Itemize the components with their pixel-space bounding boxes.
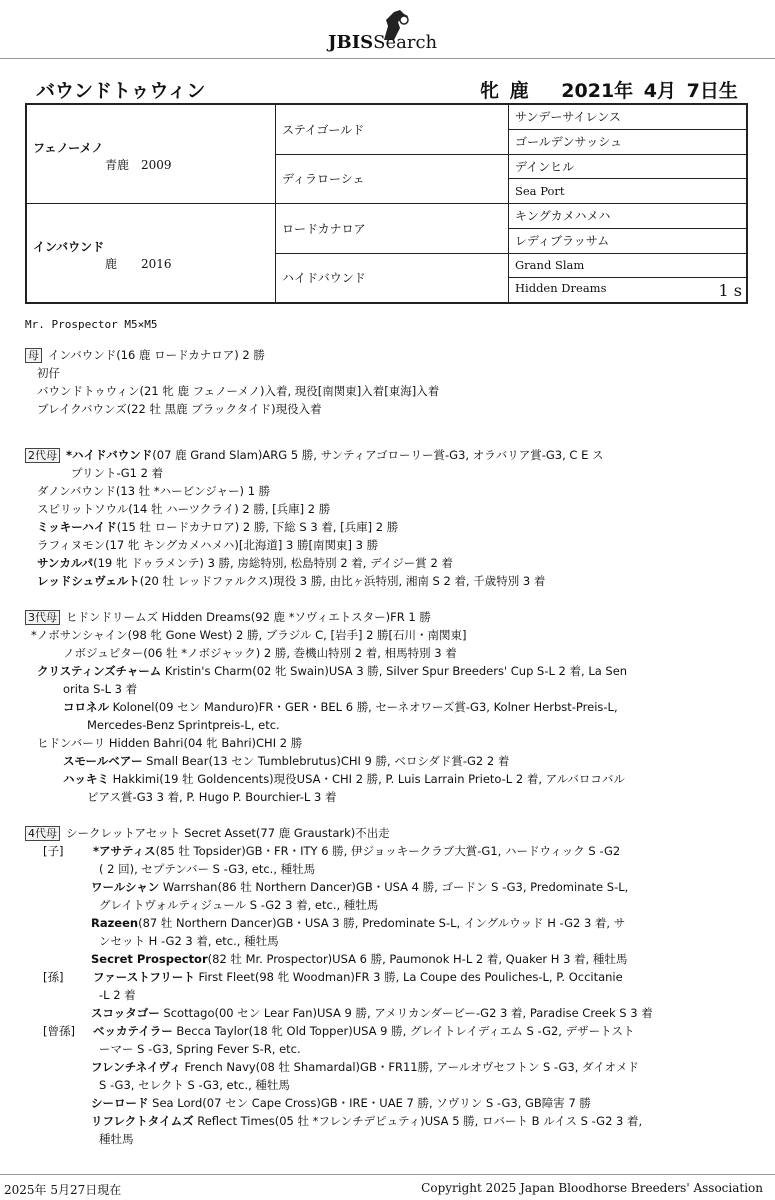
gen4-great-1: [曾孫] ベッカテイラー Becca Taylor(18 牝 Old Topper)USA 9 勝, グレイトレイディエム S -G2, デザートスト [25,1022,725,1040]
logo-search: Search [373,32,438,53]
gen3-line-7: ハッキミ Hakkimi(19 牡 Goldencents)現役USA・CHI 2 勝, P. Luis Larrain Prieto-L 2 着, アルバロコバル [63,772,625,786]
gen2-head-cont: プリント-G1 2 着 [71,466,164,480]
gen4-child-1-cont: ( 2 回), セプテンバー S -G3, etc., 種牡馬 [99,862,316,876]
horse-birth: 2021年 4月 7日生 [561,80,738,102]
gen2-line-1: ダノンバウンド(13 牡 *ハービンジャー) 1 勝 [37,484,271,498]
gen4-great-4: リフレクトタイムズ Reflect Times(05 牡 *フレンチデピュティ)USA 5 勝, ロバート B ルイス S -G2 3 着, [91,1114,643,1128]
dam-head: インバウンド(16 鹿 ロードカナロア) 2 勝 [48,348,265,362]
gen3-head-line [25,608,725,626]
gen4-child-3-cont: ンセット H -G2 3 着, etc., 種牡馬 [99,934,279,948]
dam-name[interactable]: インバウンド [33,240,105,254]
sds[interactable]: デインヒル [509,154,748,179]
gen4-child-4-name[interactable]: Secret Prospector [91,952,208,966]
logo-text [328,32,437,53]
gen2-tag: 2代母 [25,448,60,463]
great-label: [曾孫] [43,1024,75,1038]
gen4-child-1: [子] *アサティス(85 牡 Topsider)GB・FR・ITY 6 勝, 伊ジョッキークラブ大賞-G1, ハードウィック S -G2 [25,842,725,860]
gen2-line-6-name[interactable]: レッドシュヴェルト [37,574,140,588]
gen4-grand-2: スコッタゴー Scottago(00 セン Lear Fan)USA 9 勝, アメリカンダービー-G2 3 着, Paradise Creek S 3 着 [91,1006,653,1020]
header-divider [0,58,775,59]
gen4-great-2-cont: S -G3, セレクト S -G3, etc., 種牡馬 [99,1078,290,1092]
dam-note: 初仔 [37,366,60,380]
dam-info: 鹿 2016 [105,257,172,271]
sire-name[interactable]: フェノーメノ [33,141,104,155]
gen2-line-3-name[interactable]: ミッキーハイド [37,520,117,534]
gen4-grand-1: [孫] ファーストフリート First Fleet(98 牝 Woodman)FR 3 勝, La Coupe des Pouliches-L, P. Occitanie [25,968,725,986]
gen3-line-3: クリスティンズチャーム Kristin's Charm(02 牝 Swain)USA 3 勝, Silver Spur Breeders' Cup S-L 2 着, La Sen [37,664,628,678]
gen3-line-6: スモールベアー Small Bear(13 セン Tumblebrutus)CHI 9 勝, ベロシダド賞-G2 2 着 [63,754,510,768]
gen4-great-2: フレンチネイヴィ French Navy(08 牡 Shamardal)GB・FR11勝, アールオヴセフトン S -G3, ダイオメド [91,1060,639,1074]
ddd[interactable]: Hidden Dreams [515,280,607,295]
sire-cell [26,104,276,204]
dam-offspring-2: ブレイクバウンズ(22 牡 黒鹿 ブラックタイド)現役入着 [37,402,322,416]
gen4-great-1-name[interactable]: ベッカテイラー [93,1024,173,1038]
gen2-line-6: レッドシュヴェルト(20 牡 レッドファルクス)現役 3 勝, 由比ヶ浜特別, 湘南 S 2 着, 千歳特別 3 着 [37,574,546,588]
sire-info: 青鹿 2009 [105,158,172,172]
sire-dam[interactable]: ディラローシェ [276,154,509,204]
gen2-line-5: サンカルパ(19 牝 ドゥラメンテ) 3 勝, 房総特別, 松島特別 2 着, デイジー賞 2 着 [37,556,453,570]
gen4-great-4-cont: 種牡馬 [99,1132,134,1146]
dss[interactable]: キングカメハメハ [509,204,748,229]
gen3-line-3-name[interactable]: クリスティンズチャーム [37,664,162,678]
gen3-line-1: *ノボサンシャイン(98 牝 Gone West) 2 勝, ブラジル C, [岩手] 2 勝[石川・南関東] [31,628,467,642]
sire-sire[interactable]: ステイゴールド [276,104,509,154]
gen4-head-line [25,824,725,842]
gen3-line-2: ノボジュピター(06 牡 *ノボジャック) 2 勝, 巻機山特別 2 着, 相馬特別 3 着 [63,646,457,660]
gen4-great-3-name[interactable]: シーロード [91,1096,149,1110]
gen3-line-3-cont: orita S-L 3 着 [63,682,138,696]
dds[interactable]: Grand Slam [509,253,748,278]
gen2-line-2: スピリットソウル(14 牡 ハーツクライ) 2 勝, [兵庫] 2 勝 [37,502,331,516]
inbreeding-note: Mr. Prospector M5×M5 [25,318,158,331]
gen4-great-1-cont: ーマー S -G3, Spring Fever S-R, etc. [99,1042,301,1056]
gen2-head-rest: (07 鹿 Grand Slam)ARG 5 勝, サンティアゴローリー賞-G3, オラバリア賞-G3, C E ス [152,448,604,462]
child-label: [子] [43,844,64,858]
inbreed-mark: 1 s [718,280,742,300]
gen4-child-3: Razeen(87 牡 Northern Dancer)GB・USA 3 勝, Predominate S-L, イングルウッド H -G2 3 着, サ [91,916,626,930]
gen4-great-4-name[interactable]: リフレクトタイムズ [91,1114,194,1128]
family-section [25,346,725,1148]
gen4-grand-1-cont: -L 2 着 [99,988,136,1002]
gen4-child-4: Secret Prospector(82 牡 Mr. Prospector)USA 6 勝, Paumonok H-L 2 着, Quaker H 3 着, 種牡馬 [91,952,628,966]
gen3-head: ヒドンドリームズ Hidden Dreams(92 鹿 *ソヴィエトスター)FR 1 勝 [66,610,431,624]
gen3-line-4-name[interactable]: コロネル [63,700,109,714]
dam-sire[interactable]: ロードカナロア [276,204,509,254]
footer-divider [0,1174,775,1175]
dam-cell [26,204,276,304]
gen3-line-4-cont: Mercedes-Benz Sprintpreis-L, etc. [87,718,280,732]
horse-color: 鹿 [509,80,529,102]
jbis-logo[interactable] [328,6,458,52]
gen2-head-name[interactable]: *ハイドバウンド [66,448,153,462]
sdd[interactable]: Sea Port [509,179,748,204]
gen2-line-5-name[interactable]: サンカルパ [37,556,94,570]
dam-dam[interactable]: ハイドバウンド [276,253,509,303]
gen4-great-2-name[interactable]: フレンチネイヴィ [91,1060,181,1074]
gen3-tag: 3代母 [25,610,60,625]
logo-jbis: JBIS [328,32,374,53]
dam-head-line [25,346,725,364]
gen2-line-3: ミッキーハイド(15 牡 ロードカナロア) 2 勝, 下総 S 3 着, [兵庫] 2 勝 [37,520,399,534]
gen4-child-1-name[interactable]: *アサティス [93,844,156,858]
gen4-grand-2-name[interactable]: スコッタゴー [91,1006,160,1020]
gen4-child-2-cont: グレイトヴォルティジュール S -G2 3 着, etc., 種牡馬 [99,898,379,912]
gen3-line-6-name[interactable]: スモールベアー [63,754,143,768]
horse-sex: 牝 [480,80,500,102]
horse-name: バウンドトゥウィン [36,80,206,102]
gen3-line-7-name[interactable]: ハッキミ [63,772,109,786]
dam-offspring-1: バウンドトゥウィン(21 牝 鹿 フェノーメノ)入着, 現役[南関東]入着[東海]入着 [37,384,440,398]
gen3-line-5: ヒドンバーリ Hidden Bahri(04 牝 Bahri)CHI 2 勝 [37,736,303,750]
grand-label: [孫] [43,970,64,984]
gen3-line-4: コロネル Kolonel(09 セン Manduro)FR・GER・BEL 6 勝, セーネオワーズ賞-G3, Kolner Herbst-Preis-L, [63,700,618,714]
ddd-cell [509,278,748,303]
gen2-line-4: ラフィヌモン(17 牝 キングカメハメハ)[北海道] 3 勝[南関東] 3 勝 [37,538,379,552]
gen2-head-line [25,446,725,464]
gen4-child-3-name[interactable]: Razeen [91,916,139,930]
gen4-tag: 4代母 [25,826,60,841]
gen4-great-3: シーロード Sea Lord(07 セン Cape Cross)GB・IRE・UAE 7 勝, ソヴリン S -G3, GB障害 7 勝 [91,1096,591,1110]
gen3-line-7-cont: ビアス賞-G3 3 着, P. Hugo P. Bourchier-L 3 着 [87,790,337,804]
gen4-head: シークレットアセット Secret Asset(77 鹿 Graustark)不出走 [66,826,390,840]
footer-date: 2025年 5月27日現在 [4,1183,122,1197]
dam-tag: 母 [25,348,42,363]
gen4-grand-1-name[interactable]: ファーストフリート [93,970,195,984]
horse-meta [480,76,738,103]
dsd[interactable]: レディブラッサム [509,228,748,253]
footer-copyright: Copyright 2025 Japan Bloodhorse Breeders' Association [421,1181,763,1195]
gen4-child-2: ワールシャン Warrshan(86 牡 Northern Dancer)GB・USA 4 勝, ゴードン S -G3, Predominate S-L, [91,880,629,894]
ssd[interactable]: ゴールデンサッシュ [509,129,748,154]
gen4-child-2-name[interactable]: ワールシャン [91,880,160,894]
pedigree-table [25,103,748,304]
sss[interactable]: サンデーサイレンス [509,104,748,129]
